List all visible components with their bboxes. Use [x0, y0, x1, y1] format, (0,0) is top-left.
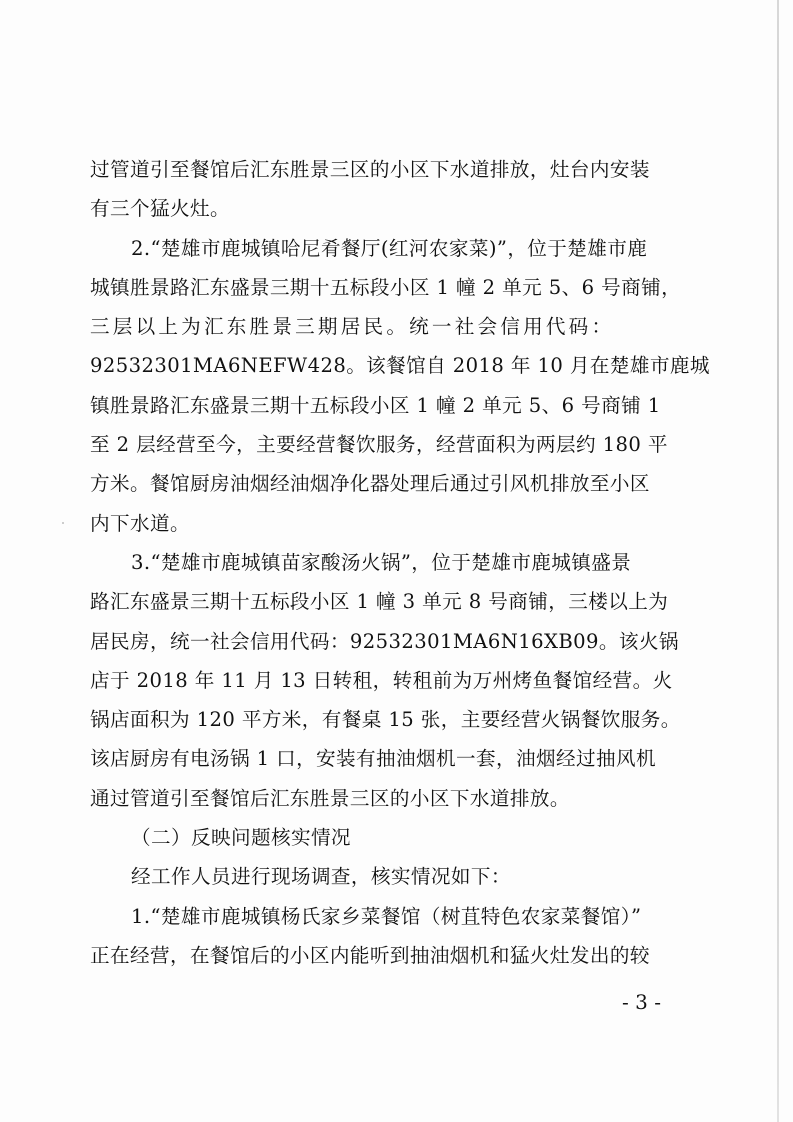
text-line: 居民房，统一社会信用代码：92532301MA6N16XB09。该火锅	[90, 629, 679, 653]
scan-edge-line	[777, 0, 779, 1122]
text-line: 1.“楚雄市鹿城镇杨氏家乡菜餐馆（树苴特色农家菜餐馆）”	[131, 904, 642, 928]
text-line: 2.“楚雄市鹿城镇哈尼肴餐厅(红河农家菜)”，位于楚雄市鹿	[131, 236, 648, 260]
text-line: 3.“楚雄市鹿城镇苗家酸汤火锅”，位于楚雄市鹿城镇盛景	[131, 550, 632, 574]
text-line: 店于 2018 年 11 月 13 日转租，转租前为万州烤鱼餐馆经营。火	[90, 668, 673, 692]
text-line: 路汇东盛景三期十五标段小区 1 幢 3 单元 8 号商铺，三楼以上为	[90, 590, 669, 614]
page-number: - 3 -	[622, 990, 661, 1014]
scan-speck	[62, 522, 64, 524]
text-line: 锅店面积为 120 平方米，有餐桌 15 张，主要经营火锅餐饮服务。	[90, 708, 681, 732]
text-line: 方米。餐馆厨房油烟经油烟净化器处理后通过引风机排放至小区	[90, 472, 650, 496]
text-line: 内下水道。	[90, 511, 190, 535]
body-text	[90, 150, 710, 975]
text-line: 经工作人员进行现场调查，核实情况如下：	[131, 865, 511, 889]
text-line: 镇胜景路汇东盛景三期十五标段小区 1 幢 2 单元 5、6 号商铺 1	[90, 393, 661, 417]
section-heading: （二）反映问题核实情况	[131, 826, 351, 850]
text-line: 三层以上为汇东胜景三期居民。统一社会信用代码：	[90, 315, 615, 339]
text-line: 92532301MA6NEFW428。该餐馆自 2018 年 10 月在楚雄市鹿城	[90, 354, 710, 378]
text-line: 有三个猛火灶。	[90, 197, 230, 221]
text-line: 至 2 层经营至今，主要经营餐饮服务，经营面积为两层约 180 平	[90, 433, 668, 457]
text-line: 过管道引至餐馆后汇东胜景三区的小区下水道排放，灶台内安装	[90, 158, 650, 181]
text-line: 城镇胜景路汇东盛景三期十五标段小区 1 幢 2 单元 5、6 号商铺，	[90, 275, 682, 299]
text-line: 该店厨房有电汤锅 1 口，安装有抽油烟机一套，油烟经过抽风机	[90, 747, 656, 771]
text-line: 正在经营，在餐馆后的小区内能听到抽油烟机和猛火灶发出的较	[90, 943, 650, 967]
text-line: 通过管道引至餐馆后汇东胜景三区的小区下水道排放。	[90, 786, 570, 810]
